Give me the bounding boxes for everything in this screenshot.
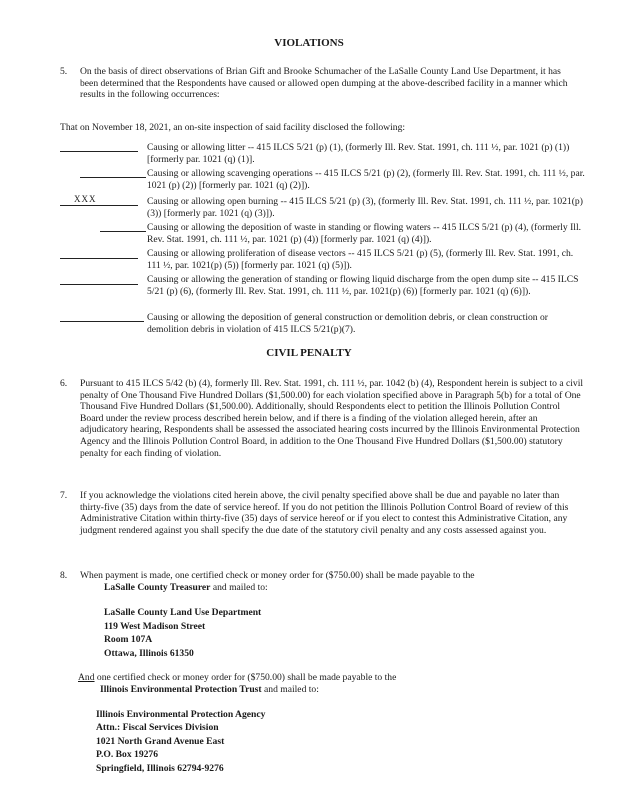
- paragraph-7-text: If you acknowledge the violations cited herein above, the civil penalty specified above shall be due and payable no later than thirty-five (35) days from the date of service hereof. If you do not petition the Illinois Pollution Control Board of review of this Administrative Citation within thirty-five (35) days of service hereof or if you elect to contest this Administrative Citation, any judgment rendered against you shall specify the due date of the statutory civil penalty and any costs assessed against you.: [80, 490, 569, 536]
- address-2-line-2: Attn.: Fiscal Services Division: [96, 722, 219, 734]
- item-3-text: Causing or allowing open burning -- 415 ILCS 5/21 (p) (3), (formerly Ill. Rev. Stat. 1991, ch. 111 ½, par. 1021(p) (3)) [formerly par. 1021 (q) (3)]).: [147, 196, 583, 219]
- paragraph-8-number: 8.: [60, 570, 68, 581]
- paragraph-8-text: When payment is made, one certified check or money order for ($750.00) shall be made payable to the: [80, 570, 475, 581]
- item-3-blank[interactable]: [60, 205, 138, 206]
- second-payment-line: [78, 672, 583, 684]
- violations-heading: VIOLATIONS: [274, 37, 344, 49]
- item-5-blank[interactable]: [60, 258, 138, 259]
- paragraph-6-text: Pursuant to 415 ILCS 5/42 (b) (4), formerly Ill. Rev. Stat. 1991, ch. 111 ½, par. 1042 (b) (4), Respondent herein is subject to a civil penalty of One Thousand Five Hundred Dollars ($1,500.00) for each violation specified above in Paragraph 5(b) for a total of One Thousand Five Hundred Dollars ($1,500.00). Additionally, should Respondents elect to petition the Illinois Pollution Control Board under the review process described herein below, and if there is a finding of the violation alleged herein, after an adjudicatory hearing, Respondents shall be assessed the associated hearing costs incurred by the Illinois Environmental Protection Agency and the Illinois Pollution Control Board, in addition to the One Thousand Five Hundred Dollars ($1,500.00) statutory penalty for each finding of violation.: [80, 378, 584, 459]
- address-block-1: [104, 606, 261, 660]
- address-block-2: [96, 708, 265, 775]
- item-3-mark: XXX: [74, 194, 97, 204]
- address-2-line-5: Springfield, Illinois 62794-9276: [96, 762, 224, 774]
- mailed-to-2: and mailed to:: [261, 684, 319, 695]
- paragraph-6-number: 6.: [60, 378, 68, 389]
- item-1-text: Causing or allowing litter -- 415 ILCS 5/21 (p) (1), (formerly Ill. Rev. Stat. 1991, ch. 111 ½, par. 1021 (p) (1)) [formerly par. 1021 (q) (1)].: [147, 142, 570, 165]
- payee-line-1: [104, 582, 584, 594]
- paragraph-5-text: On the basis of direct observations of Brian Gift and Brooke Schumacher of the LaSalle County Land Use Department, it has been determined that the Respondents have caused or allowed open dumping at the above-described facility in a manner which results in the following occurrences:: [80, 66, 568, 101]
- address-2-line-4: P.O. Box 19276: [96, 749, 159, 761]
- mailed-to-1: and mailed to:: [210, 582, 268, 593]
- item-5-text: Causing or allowing proliferation of disease vectors -- 415 ILCS 5/21 (p) (5), (formerly Ill. Rev. Stat. 1991, ch. 111 ½, par. 1021(p) (5)) [formerly par. 1021 (q) (5)]).: [147, 248, 574, 271]
- inspection-line: That on November 18, 2021, an on-site inspection of said facility disclosed the following:: [60, 122, 406, 133]
- item-7-blank[interactable]: [60, 321, 144, 322]
- payee-2: Illinois Environmental Protection Trust: [100, 684, 262, 695]
- address-1-line-3: Room 107A: [104, 634, 153, 646]
- civil-penalty-heading: CIVIL PENALTY: [266, 347, 352, 359]
- payee-1: LaSalle County Treasurer: [104, 582, 211, 593]
- address-1-line-2: 119 West Madison Street: [104, 620, 206, 632]
- payee-line-2: [100, 684, 580, 696]
- item-7-text: Causing or allowing the deposition of general construction or demolition debris, or clean construction or demolition debris in violation of 415 ILCS 5/21(p)(7).: [147, 312, 548, 335]
- address-1-line-4: Ottawa, Illinois 61350: [104, 647, 194, 659]
- paragraph-7-number: 7.: [60, 490, 68, 501]
- item-4-text: Causing or allowing the deposition of waste in standing or flowing waters -- 415 ILCS 5/21 (p) (4), (formerly Ill. Rev. Stat. 1991, ch. 111 ½, par. 1021 (p) (4)) [formerly par. 1021 (q) (4)]).: [147, 222, 582, 245]
- second-payment-text: one certified check or money order for ($750.00) shall be made payable to the: [94, 672, 397, 683]
- item-1-blank[interactable]: [60, 151, 138, 152]
- item-4-blank[interactable]: [100, 231, 146, 232]
- address-1-line-1: LaSalle County Land Use Department: [104, 607, 262, 618]
- item-6-text: Causing or allowing the generation of standing or flowing liquid discharge from the open dump site -- 415 ILCS 5/21 (p) (6), (formerly Ill. Rev. Stat. 1991, ch. 111 ½, par. 1021(p) (6)) [formerly par. 1021 (q) (6)]).: [147, 274, 579, 297]
- item-6-blank[interactable]: [60, 284, 138, 285]
- item-2-blank[interactable]: [80, 177, 146, 178]
- and-word: And: [78, 672, 95, 683]
- item-2-text: Causing or allowing scavenging operations -- 415 ILCS 5/21 (p) (2), (formerly Ill. Rev. Stat. 1991, ch. 111 ½, par. 1021 (p) (2)) [formerly par. 1021 (q) (2)]).: [147, 168, 585, 191]
- paragraph-5-number: 5.: [60, 66, 68, 77]
- address-2-line-3: 1021 North Grand Avenue East: [96, 735, 225, 747]
- address-2-line-1: Illinois Environmental Protection Agency: [96, 709, 266, 720]
